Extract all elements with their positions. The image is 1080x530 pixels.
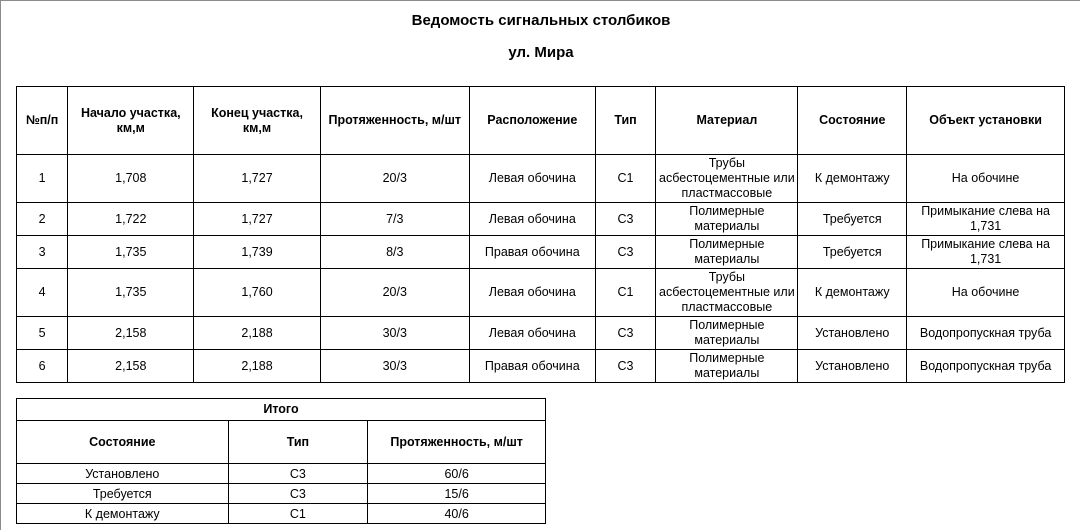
table-cell: С1	[595, 269, 656, 317]
table-cell: 30/3	[320, 317, 469, 350]
table-cell: Трубы асбестоцементные или пластмассовые	[656, 155, 798, 203]
table-cell: 20/3	[320, 155, 469, 203]
report-title: Ведомость сигнальных столбиков	[411, 12, 671, 29]
table-cell: 2,188	[194, 317, 320, 350]
totals-row	[17, 484, 546, 504]
header-cell: Конец участка, км,м	[194, 87, 320, 155]
table-cell: Водопропускная труба	[907, 350, 1065, 383]
header-cell: Состояние	[798, 87, 907, 155]
table-cell: Полимерные материалы	[656, 236, 798, 269]
table-cell: 40/6	[368, 504, 546, 524]
table-row	[17, 236, 1065, 269]
table-cell: 5	[17, 317, 68, 350]
table-cell: 4	[17, 269, 68, 317]
table-cell: К демонтажу	[17, 504, 229, 524]
signal-posts-table	[16, 86, 1065, 383]
table-cell: Требуется	[17, 484, 229, 504]
totals-caption: Итого	[17, 399, 546, 421]
table-cell: Правая обочина	[469, 236, 595, 269]
totals-table	[16, 398, 546, 524]
table-row	[17, 269, 1065, 317]
table-cell: С3	[228, 464, 368, 484]
table-cell: Примыкание слева на 1,731	[907, 236, 1065, 269]
table-cell: Левая обочина	[469, 203, 595, 236]
table-cell: 1,722	[68, 203, 194, 236]
table-cell: Левая обочина	[469, 269, 595, 317]
table-cell: С3	[595, 317, 656, 350]
table-row	[17, 203, 1065, 236]
table-cell: Левая обочина	[469, 317, 595, 350]
table-cell: 7/3	[320, 203, 469, 236]
table-cell: Правая обочина	[469, 350, 595, 383]
table-cell: 3	[17, 236, 68, 269]
table-cell: 30/3	[320, 350, 469, 383]
table-cell: Полимерные материалы	[656, 317, 798, 350]
table-cell: 1,739	[194, 236, 320, 269]
table-cell: 1,760	[194, 269, 320, 317]
table-header-row	[17, 87, 1065, 155]
table-cell: К демонтажу	[798, 269, 907, 317]
table-cell: 1,735	[68, 269, 194, 317]
header-cell: Протяженность, м/шт	[368, 421, 546, 464]
table-cell: 60/6	[368, 464, 546, 484]
totals-row	[17, 464, 546, 484]
table-cell: 2	[17, 203, 68, 236]
table-cell: Требуется	[798, 236, 907, 269]
header-cell: Протяженность, м/шт	[320, 87, 469, 155]
table-cell: Установлено	[17, 464, 229, 484]
table-cell: На обочине	[907, 269, 1065, 317]
table-cell: Установлено	[798, 317, 907, 350]
table-row	[17, 350, 1065, 383]
table-cell: Требуется	[798, 203, 907, 236]
header-cell: Объект установки	[907, 87, 1065, 155]
table-cell: 2,158	[68, 317, 194, 350]
header-cell: Состояние	[17, 421, 229, 464]
table-cell: С3	[595, 236, 656, 269]
table-cell: 2,158	[68, 350, 194, 383]
table-cell: 15/6	[368, 484, 546, 504]
table-cell: 1	[17, 155, 68, 203]
totals-caption-row	[17, 399, 546, 421]
table-cell: 1,735	[68, 236, 194, 269]
table-cell: С1	[228, 504, 368, 524]
header-cell: Тип	[228, 421, 368, 464]
header-cell: Начало участка, км,м	[68, 87, 194, 155]
table-cell: Полимерные материалы	[656, 203, 798, 236]
table-cell: С3	[595, 203, 656, 236]
table-cell: 1,708	[68, 155, 194, 203]
table-cell: Водопропускная труба	[907, 317, 1065, 350]
table-cell: На обочине	[907, 155, 1065, 203]
table-cell: 2,188	[194, 350, 320, 383]
table-row	[17, 317, 1065, 350]
totals-header-row	[17, 421, 546, 464]
table-cell: Левая обочина	[469, 155, 595, 203]
table-cell: Установлено	[798, 350, 907, 383]
header-cell: Материал	[656, 87, 798, 155]
table-cell: С3	[595, 350, 656, 383]
table-cell: К демонтажу	[798, 155, 907, 203]
totals-row	[17, 504, 546, 524]
table-cell: С1	[595, 155, 656, 203]
table-cell: С3	[228, 484, 368, 504]
table-cell: 6	[17, 350, 68, 383]
table-cell: Трубы асбестоцементные или пластмассовые	[656, 269, 798, 317]
table-row	[17, 155, 1065, 203]
table-cell: 1,727	[194, 203, 320, 236]
table-cell: Полимерные материалы	[656, 350, 798, 383]
header-cell: №п/п	[17, 87, 68, 155]
table-cell: 20/3	[320, 269, 469, 317]
header-cell: Расположение	[469, 87, 595, 155]
table-cell: Примыкание слева на 1,731	[907, 203, 1065, 236]
table-cell: 8/3	[320, 236, 469, 269]
report-subtitle: ул. Мира	[508, 44, 574, 61]
header-cell: Тип	[595, 87, 656, 155]
table-cell: 1,727	[194, 155, 320, 203]
